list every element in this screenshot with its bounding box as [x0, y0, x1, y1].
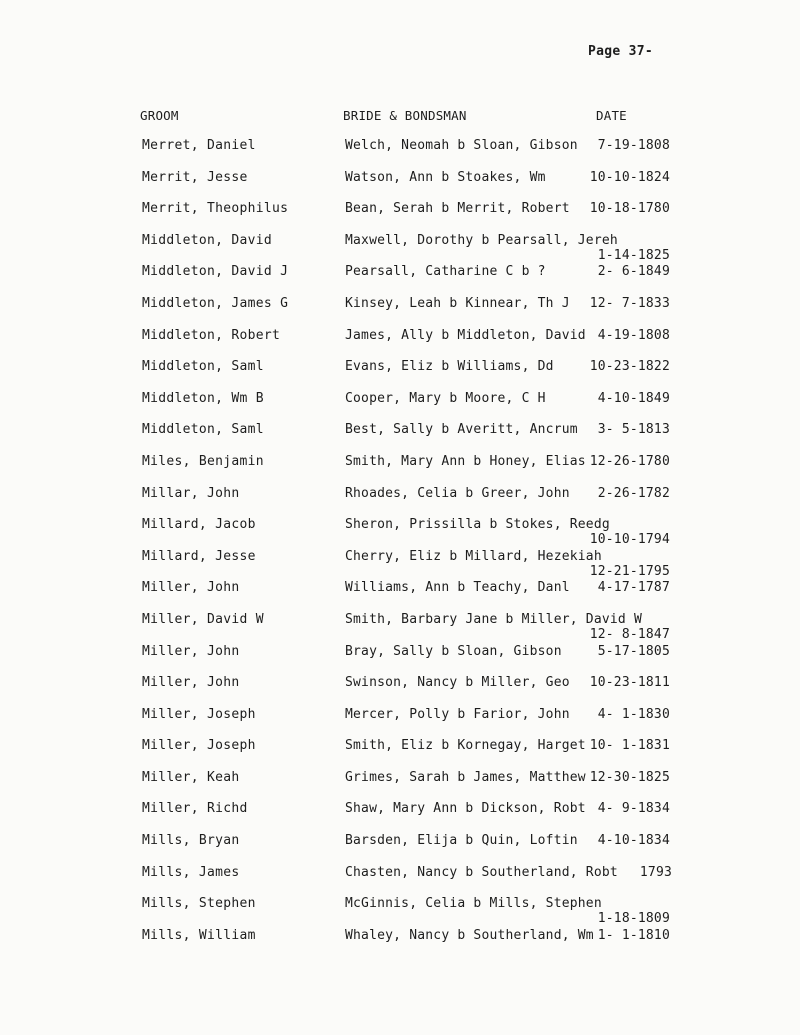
marriage-date: 12-21-1795 — [589, 563, 670, 579]
column-header-bride-bondsman: BRIDE & BONDSMAN — [343, 108, 467, 123]
marriage-date: 1-14-1825 — [597, 247, 670, 263]
record-row — [0, 486, 800, 518]
bride-bondsman: Williams, Ann b Teachy, Danl — [345, 580, 570, 596]
record-row — [0, 612, 800, 644]
bride-bondsman: Welch, Neomah b Sloan, Gibson — [345, 138, 578, 153]
bride-bondsman: Rhoades, Celia b Greer, John — [345, 485, 570, 501]
groom-name: Mills, Stephen — [142, 896, 256, 912]
marriage-date: 2- 6-1849 — [597, 264, 670, 280]
groom-name: Millard, Jacob — [142, 517, 256, 533]
page-number: Page 37- — [588, 44, 654, 59]
marriage-date: 10-23-1822 — [589, 359, 670, 375]
marriage-date: 12-26-1780 — [589, 453, 670, 469]
record-row — [0, 833, 800, 865]
bride-bondsman: Sheron, Prissilla b Stokes, Reedg — [345, 517, 610, 533]
record-row — [0, 770, 800, 802]
column-header-groom: GROOM — [140, 108, 179, 123]
groom-name: Miller, David W — [142, 611, 264, 627]
marriage-record-list — [0, 138, 800, 959]
bride-bondsman: Watson, Ann b Stoakes, Wm — [345, 169, 546, 185]
marriage-date: 5-17-1805 — [597, 643, 670, 659]
record-row — [0, 517, 800, 549]
record-row — [0, 391, 800, 423]
record-row — [0, 264, 800, 296]
groom-name: Millar, John — [142, 485, 240, 501]
record-row — [0, 170, 800, 202]
record-row — [0, 296, 800, 328]
marriage-date: 4-10-1834 — [597, 833, 670, 849]
marriage-date: 1-18-1809 — [597, 911, 670, 927]
marriage-date: 3- 5-1813 — [597, 422, 670, 438]
groom-name: Middleton, David J — [142, 264, 289, 280]
record-row — [0, 359, 800, 391]
marriage-date: 12- 7-1833 — [589, 295, 670, 311]
bride-bondsman: Best, Sally b Averitt, Ancrum — [345, 422, 578, 438]
record-row — [0, 580, 800, 612]
groom-name: Millard, Jesse — [142, 548, 256, 564]
groom-name: Mills, Bryan — [142, 833, 240, 849]
groom-name: Miller, John — [142, 580, 240, 596]
record-row — [0, 928, 800, 960]
record-row — [0, 138, 800, 170]
groom-name: Middleton, Saml — [142, 359, 264, 375]
marriage-date: 1793 — [639, 864, 672, 880]
bride-bondsman: Bray, Sally b Sloan, Gibson — [345, 643, 562, 659]
bride-bondsman: Chasten, Nancy b Southerland, Robt — [345, 864, 618, 880]
bride-bondsman: Cooper, Mary b Moore, C H — [345, 390, 546, 406]
bride-bondsman: Smith, Eliz b Kornegay, Harget — [345, 738, 586, 754]
groom-name: Middleton, Wm B — [142, 390, 264, 406]
bride-bondsman: Mercer, Polly b Farior, John — [345, 706, 570, 722]
marriage-date: 10-18-1780 — [589, 201, 670, 217]
groom-name: Miller, Richd — [142, 801, 248, 817]
groom-name: Mills, William — [142, 927, 256, 943]
groom-name: Merrit, Theophilus — [142, 201, 289, 217]
groom-name: Middleton, Robert — [142, 327, 281, 343]
bride-bondsman: Grimes, Sarah b James, Matthew — [345, 769, 586, 785]
marriage-date: 10-10-1794 — [589, 532, 670, 548]
bride-bondsman: Swinson, Nancy b Miller, Geo — [345, 675, 570, 691]
marriage-date: 4-19-1808 — [597, 327, 670, 343]
groom-name: Mills, James — [142, 864, 240, 880]
marriage-date: 4-17-1787 — [597, 580, 670, 596]
groom-name: Miller, John — [142, 643, 240, 659]
marriage-date: 1- 1-1810 — [597, 927, 670, 943]
bride-bondsman: Whaley, Nancy b Southerland, Wm — [345, 927, 594, 943]
groom-name: Miles, Benjamin — [142, 453, 264, 469]
groom-name: Middleton, Saml — [142, 422, 264, 438]
record-row — [0, 896, 800, 928]
marriage-date: 10-10-1824 — [589, 169, 670, 185]
bride-bondsman: Smith, Mary Ann b Honey, Elias — [345, 453, 586, 469]
record-row — [0, 201, 800, 233]
record-row — [0, 707, 800, 739]
bride-bondsman: Evans, Eliz b Williams, Dd — [345, 359, 554, 375]
record-row — [0, 422, 800, 454]
bride-bondsman: Smith, Barbary Jane b Miller, David W — [345, 611, 642, 627]
marriage-date: 12-30-1825 — [589, 769, 670, 785]
bride-bondsman: Pearsall, Catharine C b ? — [345, 264, 546, 280]
record-row — [0, 233, 800, 265]
groom-name: Miller, Joseph — [142, 706, 256, 722]
marriage-date: 10-23-1811 — [589, 675, 670, 691]
bride-bondsman: James, Ally b Middleton, David — [345, 327, 586, 343]
groom-name: Middleton, James G — [142, 295, 289, 311]
record-row — [0, 801, 800, 833]
bride-bondsman: Kinsey, Leah b Kinnear, Th J — [345, 295, 570, 311]
groom-name: Merret, Daniel — [142, 138, 256, 153]
marriage-date: 10- 1-1831 — [589, 738, 670, 754]
groom-name: Middleton, David — [142, 232, 273, 248]
record-row — [0, 549, 800, 581]
bride-bondsman: Bean, Serah b Merrit, Robert — [345, 201, 570, 217]
groom-name: Miller, Joseph — [142, 738, 256, 754]
bride-bondsman: McGinnis, Celia b Mills, Stephen — [345, 896, 602, 912]
groom-name: Miller, Keah — [142, 769, 240, 785]
bride-bondsman: Shaw, Mary Ann b Dickson, Robt — [345, 801, 586, 817]
marriage-date: 4- 9-1834 — [597, 801, 670, 817]
record-row — [0, 675, 800, 707]
marriage-date: 4-10-1849 — [597, 390, 670, 406]
record-row — [0, 738, 800, 770]
record-row — [0, 328, 800, 360]
bride-bondsman: Maxwell, Dorothy b Pearsall, Jereh — [345, 232, 618, 248]
bride-bondsman: Cherry, Eliz b Millard, Hezekiah — [345, 548, 602, 564]
bride-bondsman: Barsden, Elija b Quin, Loftin — [345, 833, 578, 849]
marriage-date: 7-19-1808 — [597, 138, 670, 153]
record-row — [0, 865, 800, 897]
record-row — [0, 644, 800, 676]
marriage-date: 4- 1-1830 — [597, 706, 670, 722]
groom-name: Merrit, Jesse — [142, 169, 248, 185]
marriage-date: 12- 8-1847 — [589, 626, 670, 642]
marriage-date: 2-26-1782 — [597, 485, 670, 501]
column-header-date: DATE — [596, 108, 627, 123]
groom-name: Miller, John — [142, 675, 240, 691]
record-row — [0, 454, 800, 486]
